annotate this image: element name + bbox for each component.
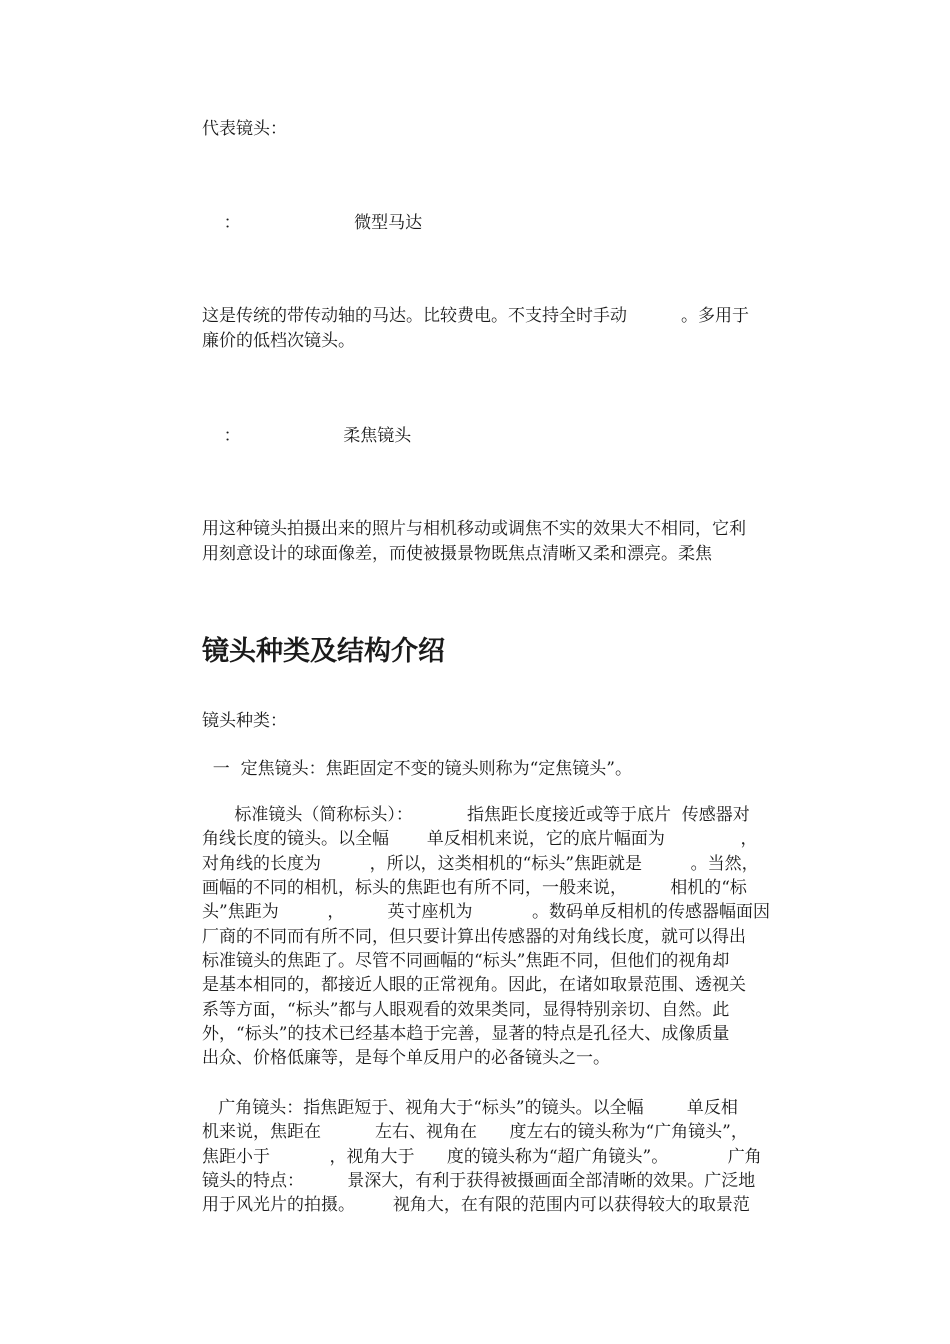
subheading-line: ： 柔焦镜头 xyxy=(202,426,412,446)
paragraph-line: 画幅的不同的相机，标头的焦距也有所不同，一般来说， 相机的“标 xyxy=(202,878,747,898)
paragraph-line: 头”焦距为 ， 英寸座机为 。数码单反相机的传感器幅面因 xyxy=(202,902,770,922)
paragraph-line: 厂商的不同而有所不同，但只要计算出传感器的对角线长度，就可以得出 xyxy=(202,927,746,947)
paragraph-line: 焦距小于 ，视角大于 度的镜头称为“超广角镜头”。 广角 xyxy=(202,1147,762,1167)
paragraph-line: 标准镜头（简称标头）： 指焦距长度接近或等于底片 传感器对 xyxy=(202,805,750,825)
paragraph-line: 镜头的特点： 景深大，有利于获得被摄画面全部清晰的效果。广泛地 xyxy=(202,1171,756,1191)
paragraph-line: 是基本相同的，都接近人眼的正常视角。因此，在诸如取景范围、透视关 xyxy=(202,975,746,995)
text-line: 一 定焦镜头：焦距固定不变的镜头则称为“定焦镜头”。 xyxy=(202,759,632,779)
text-line: 用这种镜头拍摄出来的照片与相机移动或调焦不实的效果大不相同，它利 xyxy=(202,519,746,539)
paragraph-line: 出众、价格低廉等，是每个单反用户的必备镜头之一。 xyxy=(202,1048,610,1068)
paragraph-line: 对角线的长度为 ，所以，这类相机的“标头”焦距就是 。当然， xyxy=(202,854,759,874)
text-line: 这是传统的带传动轴的马达。比较费电。不支持全时手动 。多用于 xyxy=(202,306,750,326)
text-line: 镜头种类： xyxy=(202,711,287,731)
paragraph-line: 外，“标头”的技术已经基本趋于完善，显著的特点是孔径大、成像质量 xyxy=(202,1024,730,1044)
text-line: 代表镜头： xyxy=(202,119,287,139)
text-line: 用刻意设计的球面像差，而使被摄景物既焦点清晰又柔和漂亮。柔焦 xyxy=(202,544,712,564)
paragraph-line: 用于风光片的拍摄。 视角大，在有限的范围内可以获得较大的取景范 xyxy=(202,1195,750,1215)
paragraph-line: 机来说，焦距在 左右、视角在 度左右的镜头称为“广角镜头”， xyxy=(202,1122,748,1142)
text-line: 廉价的低档次镜头。 xyxy=(202,331,355,351)
paragraph-line: 系等方面，“标头”都与人眼观看的效果类同，显得特别亲切、自然。此 xyxy=(202,1000,730,1020)
paragraph-line: 角线长度的镜头。以全幅 单反相机来说，它的底片幅面为 ， xyxy=(202,829,758,849)
paragraph-line: 标准镜头的焦距了。尽管不同画幅的“标头”焦距不同，但他们的视角却 xyxy=(202,951,730,971)
paragraph-line: 广角镜头：指焦距短于、视角大于“标头”的镜头。以全幅 单反相 xyxy=(202,1098,738,1118)
subheading-line: ： 微型马达 xyxy=(202,213,423,233)
section-heading: 镜头种类及结构介绍 xyxy=(202,636,445,667)
